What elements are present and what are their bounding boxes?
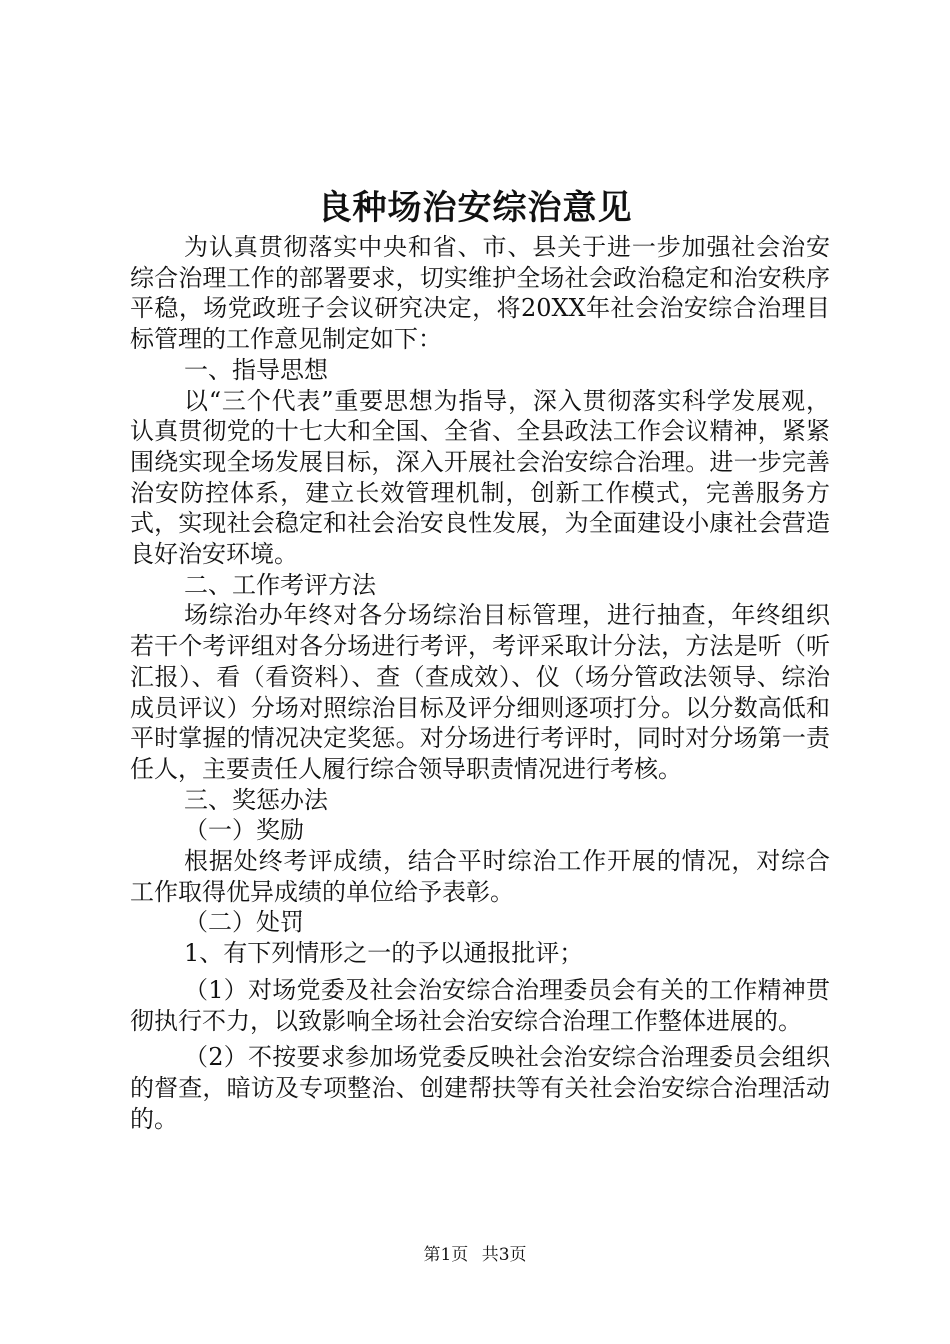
page-footer (0, 1243, 950, 1267)
evaluation-method-paragraph: 场综治办年终对各分场综治目标管理，进行抽查，年终组织若干个考评组对各分场进行考评，考评采取计分法，方法是听（听汇报）、看（看资料）、查（查成效）、仪（场分管政法领导、综治成员评议）分场对照综治目标及评分细则逐项打分。以分数高低和平时掌握的情况决定奖惩。对分场进行考评时，同时对分场第一责任人，主要责任人履行综合领导职责情况进行考核。 (130, 601, 830, 783)
page-number: 第1页 (423, 1245, 469, 1265)
section-heading-evaluation-method: 二、工作考评方法 (184, 570, 376, 599)
page-total: 共3页 (481, 1245, 527, 1265)
penalty-clause-1: 1、有下列情形之一的予以通报批评； (184, 939, 584, 968)
section-heading-guiding-thought: 一、指导思想 (184, 355, 328, 384)
penalty-item-2: （2）不按要求参加场党委反映社会治安综合治理委员会组织的督查，暗访及专项整治、创建帮扶等有关社会治安综合治理活动的。 (130, 1043, 830, 1133)
guiding-thought-paragraph: 以“三个代表”重要思想为指导，深入贯彻落实科学发展观，认真贯彻党的十七大和全国、全省、全县政法工作会议精神，紧紧围绕实现全场发展目标，深入开展社会治安综合治理。进一步完善治安防控体系，建立长效管理机制，创新工作模式，完善服务方式，实现社会稳定和社会治安良性发展，为全面建设小康社会营造良好治安环境。 (130, 386, 830, 569)
section-heading-rewards-penalties: 三、奖惩办法 (184, 785, 328, 814)
subheading-rewards: （一）奖励 (184, 816, 304, 845)
rewards-paragraph: 根据处终考评成绩，结合平时综治工作开展的情况，对综合工作取得优异成绩的单位给予表彰。 (130, 847, 830, 906)
subheading-penalties: （二）处罚 (184, 908, 304, 937)
intro-paragraph: 为认真贯彻落实中央和省、市、县关于进一步加强社会治安综合治理工作的部署要求，切实维护全场社会政治稳定和治安秩序平稳，场党政班子会议研究决定，将20XX年社会治安综合治理目标管理的工作意见制定如下： (130, 233, 830, 354)
document-body (130, 232, 830, 1134)
document-title: 良种场治安综治意见 (317, 188, 633, 228)
penalty-item-1: （1）对场党委及社会治安综合治理委员会有关的工作精神贯彻执行不力，以致影响全场社会治安综合治理工作整体进展的。 (130, 975, 830, 1035)
